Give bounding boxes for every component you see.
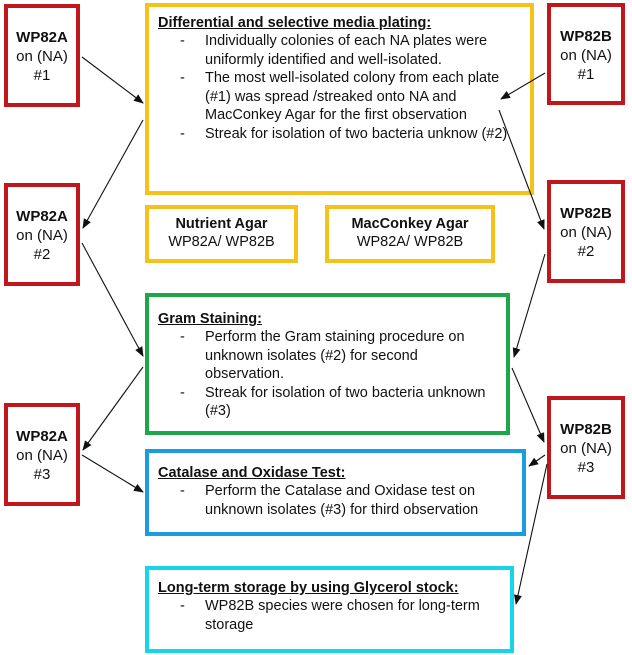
media-samples: WP82A/ WP82B <box>168 234 275 250</box>
glycerol-storage-box <box>145 566 514 653</box>
sample-number: #1 <box>577 66 595 83</box>
catalase-oxidase-box <box>145 449 526 536</box>
bullet-dash: - <box>180 125 185 142</box>
sample-medium: on (NA) <box>560 224 612 241</box>
sample-box-wp82b-3 <box>547 396 625 499</box>
bullet-dash: - <box>180 384 185 401</box>
sample-box-wp82a-3 <box>4 403 80 506</box>
list-item <box>158 125 522 144</box>
list-item <box>158 597 502 634</box>
plating-step-box <box>145 3 534 195</box>
sample-number: #1 <box>33 67 51 84</box>
sample-box-wp82b-2 <box>547 180 625 283</box>
media-samples: WP82A/ WP82B <box>356 234 464 250</box>
sample-medium: on (NA) <box>16 48 68 65</box>
list-item <box>158 328 498 384</box>
bullet-dash: - <box>180 70 185 86</box>
sample-number: #3 <box>33 466 51 483</box>
sample-medium: on (NA) <box>560 440 612 457</box>
bullet-dash: - <box>180 33 185 49</box>
media-name: Nutrient Agar <box>175 216 268 232</box>
list-item <box>158 482 514 519</box>
arrow-wp82a2-to-gram <box>82 243 143 356</box>
sample-number: #3 <box>577 459 595 476</box>
arrow-gram-to-wp82b3 <box>512 368 544 442</box>
bullet-text: Streak for isolation of two bacteria unknown (#3) <box>205 384 486 419</box>
bullet-text: Individually colonies of each NA plates were uniformly identified and well-isolated. <box>205 33 488 68</box>
sample-id: WP82A <box>16 428 68 445</box>
sample-medium: on (NA) <box>16 447 68 464</box>
arrow-wp82b2-to-gram <box>514 254 545 357</box>
sample-id: WP82B <box>560 205 612 222</box>
arrow-plating-to-wp82a2 <box>83 120 143 228</box>
bullet-text: Perform the Catalase and Oxidase test on unknown isolates (#3) for third observation <box>205 483 479 518</box>
bullet-text: WP82B species were chosen for long-term storage <box>205 598 480 633</box>
arrow-gram-to-wp82a3 <box>83 367 143 450</box>
sample-box-wp82a-1 <box>4 4 80 107</box>
bullet-dash: - <box>180 598 185 614</box>
macconkey-agar-box <box>325 205 495 263</box>
bullet-dash: - <box>180 483 185 499</box>
nutrient-agar-box <box>145 205 298 263</box>
gram-bullets <box>158 328 498 421</box>
sample-id: WP82B <box>560 421 612 438</box>
sample-id: WP82A <box>16 208 68 225</box>
gram-staining-box <box>145 293 510 435</box>
arrow-wp82a3-to-catalase <box>82 455 143 492</box>
catalase-bullets <box>158 482 514 519</box>
bullet-text: Streak for isolation of two bacteria unknow (#2) <box>205 125 508 142</box>
list-item <box>158 69 522 125</box>
arrow-wp82b3-to-catalase <box>529 455 545 466</box>
bullet-dash: - <box>180 329 185 345</box>
gram-title: Gram Staining: <box>158 311 262 327</box>
arrow-wp82a1-to-plating <box>82 57 143 103</box>
bullet-text: Perform the Gram staining procedure on unknown isolates (#2) for second observation. <box>205 329 465 382</box>
media-name: MacConkey Agar <box>351 216 469 232</box>
catalase-title: Catalase and Oxidase Test: <box>158 465 346 481</box>
sample-id: WP82A <box>16 29 68 46</box>
sample-medium: on (NA) <box>560 47 612 64</box>
sample-box-wp82b-1 <box>547 3 625 105</box>
list-item <box>158 32 522 69</box>
sample-number: #2 <box>577 243 595 260</box>
sample-box-wp82a-2 <box>4 183 80 286</box>
sample-id: WP82B <box>560 28 612 45</box>
plating-title: Differential and selective media plating: <box>158 15 432 31</box>
bullet-text: The most well-isolated colony from each plate (#1) was spread /streaked onto NA and MacConkey Agar for the first observation <box>205 70 500 123</box>
list-item <box>158 384 498 421</box>
plating-bullets <box>158 32 522 143</box>
storage-title: Long-term storage by using Glycerol stock: <box>158 580 459 596</box>
storage-bullets <box>158 597 502 634</box>
sample-number: #2 <box>33 246 51 263</box>
sample-medium: on (NA) <box>16 227 68 244</box>
